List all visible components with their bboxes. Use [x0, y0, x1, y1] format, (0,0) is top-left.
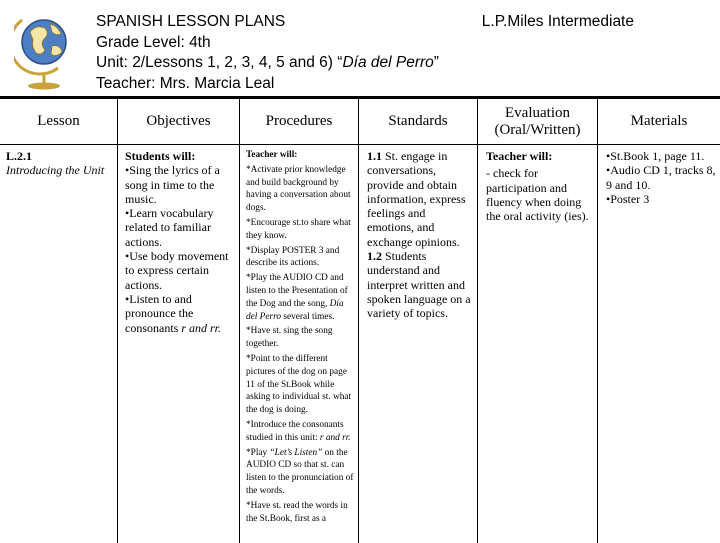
lesson-cell — [6, 149, 114, 178]
material-item: •St.Book 1, page 11. — [606, 149, 705, 163]
procedure-item — [246, 272, 354, 323]
unit-value: 2/Lessons 1, 2, 3, 4, 5 and 6) “ — [132, 54, 343, 71]
procedure-item-text: *Play the AUDIO CD and listen to the Presentation of the Dog and the song, — [246, 273, 348, 309]
objective-item: •Learn vocabulary related to familiar actions. — [125, 206, 214, 249]
standard-item — [367, 249, 472, 320]
lesson-id: L.2.1 — [6, 149, 33, 163]
objective-item: •Sing the lyrics of a song in time to the music. — [125, 163, 220, 206]
procedure-item: *Have st. read the words in the St.Book, first as a — [246, 500, 348, 524]
procedure-item: *Point to the different pictures of the dog on page 11 of the St.Book while asking to individual st. what the dog is doing. — [246, 353, 352, 416]
document-header — [0, 0, 720, 96]
grade-level — [96, 33, 656, 54]
materials-cell — [606, 149, 716, 206]
lesson-title: Introducing the Unit — [6, 163, 105, 178]
procedure-consonants: r and rr. — [319, 432, 351, 443]
table-header-row — [0, 99, 720, 145]
evaluation-heading: Teacher will: — [486, 149, 553, 163]
column-divider — [117, 99, 118, 543]
teacher-value: Mrs. Marcia Leal — [159, 74, 275, 92]
standards-cell — [367, 149, 472, 321]
procedure-item-tail: several times. — [281, 311, 335, 322]
procedure-item: *Have st. sing the song together. — [246, 326, 333, 350]
procedure-item-text: *Introduce the consonants studied in this unit: — [246, 419, 344, 443]
unit-close: ” — [433, 54, 439, 71]
column-divider — [477, 99, 478, 543]
column-header-objectives: Objectives — [146, 113, 211, 129]
procedures-cell — [246, 149, 354, 525]
procedure-item: *Encourage st.to share what they know. — [246, 217, 351, 241]
grade-label: Grade Level: — [96, 33, 190, 51]
column-header-evaluation: Evaluation (Oral/Written) — [494, 104, 581, 138]
school-name: L.P.Miles Intermediate — [481, 13, 634, 30]
lesson-table — [0, 96, 720, 540]
procedure-item: *Display POSTER 3 and describe its actions. — [246, 245, 340, 269]
procedure-item-text: *Play — [246, 447, 270, 458]
procedure-item-tail: on the AUDIO CD so that st. can listen to the pronunciation of the words. — [246, 447, 354, 496]
teacher-label: Teacher: — [96, 74, 160, 92]
material-item: •Poster 3 — [606, 191, 650, 206]
procedure-lets-listen: “Let’s Listen” — [269, 447, 323, 458]
unit-italic-title: Día del Perro — [342, 54, 434, 71]
standard-item — [367, 149, 472, 249]
unit-line — [96, 53, 656, 74]
standard-code: 1.1 — [367, 149, 382, 163]
column-header-lesson: Lesson — [37, 113, 80, 129]
standard-code: 1.2 — [367, 249, 382, 264]
globe-icon — [14, 6, 74, 90]
procedure-item: *Activate prior knowledge and build background by having a conversation about dogs. — [246, 164, 351, 214]
evaluation-cell — [486, 149, 594, 223]
column-divider — [358, 99, 359, 543]
standard-text: St. engage in conversations, provide and obtain information, express feelings and emotions, and exchange opinions. — [367, 149, 466, 249]
objectives-cell — [125, 149, 234, 335]
page-title: SPANISH LESSON PLANS — [96, 13, 286, 30]
objective-consonants: r and rr. — [181, 320, 222, 335]
column-divider — [239, 99, 240, 543]
objectives-heading: Students will: — [125, 149, 196, 163]
column-header-materials: Materials — [630, 113, 688, 129]
evaluation-text: - check for participation and fluency when doing the oral activity (ies). — [486, 166, 589, 224]
unit-label: Unit: — [96, 54, 133, 71]
procedure-item — [246, 419, 354, 445]
column-header-standards: Standards — [388, 113, 448, 129]
teacher-line — [96, 74, 656, 95]
column-divider — [597, 99, 598, 543]
standard-text: Students understand and interpret written and spoken language on a variety of topics. — [367, 249, 471, 321]
procedure-item — [246, 447, 354, 498]
procedures-heading: Teacher will: — [246, 150, 298, 160]
objective-item — [125, 292, 234, 335]
objective-item: •Use body movement to express certain actions. — [125, 249, 229, 292]
procedure-song-title: Día del Perro — [246, 298, 344, 322]
column-header-procedures: Procedures — [265, 113, 333, 129]
objective-item-text: •Listen to and pronounce the consonants — [125, 291, 194, 335]
grade-value: 4th — [189, 33, 211, 51]
material-item: •Audio CD 1, tracks 8, 9 and 10. — [606, 163, 716, 192]
